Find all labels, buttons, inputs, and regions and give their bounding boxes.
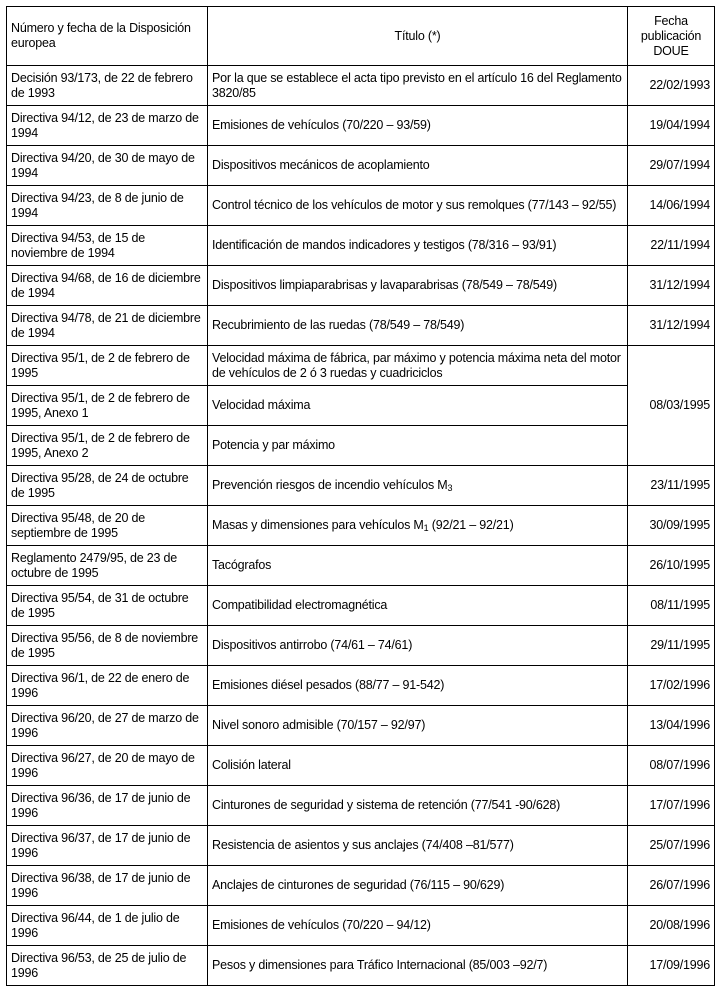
row-title: Recubrimiento de las ruedas (78/549 – 78/549) bbox=[208, 306, 628, 346]
row-date: 25/07/1996 bbox=[628, 826, 715, 866]
row-date: 17/09/1996 bbox=[628, 946, 715, 986]
row-title-subscript: 3 bbox=[447, 483, 453, 493]
table-row bbox=[7, 186, 715, 226]
row-title: Dispositivos mecánicos de acoplamiento bbox=[208, 146, 628, 186]
row-title: Nivel sonoro admisible (70/157 – 92/97) bbox=[208, 706, 628, 746]
row-date: 30/09/1995 bbox=[628, 506, 715, 546]
row-date: 22/02/1993 bbox=[628, 66, 715, 106]
row-title: Cinturones de seguridad y sistema de retención (77/541 -90/628) bbox=[208, 786, 628, 826]
row-disposicion: Directiva 95/28, de 24 de octubre de 1995 bbox=[7, 466, 208, 506]
row-disposicion: Directiva 94/12, de 23 de marzo de 1994 bbox=[7, 106, 208, 146]
row-title-text: Masas y dimensiones para vehículos M bbox=[212, 518, 424, 532]
table-row bbox=[7, 586, 715, 626]
row-disposicion: Decisión 93/173, de 22 de febrero de 1993 bbox=[7, 66, 208, 106]
row-disposicion: Directiva 94/53, de 15 de noviembre de 1994 bbox=[7, 226, 208, 266]
row-title: Resistencia de asientos y sus anclajes (74/408 –81/577) bbox=[208, 826, 628, 866]
row-disposicion: Directiva 96/37, de 17 de junio de 1996 bbox=[7, 826, 208, 866]
table-row bbox=[7, 346, 715, 386]
row-date: 14/06/1994 bbox=[628, 186, 715, 226]
table-row bbox=[7, 426, 715, 466]
table-row bbox=[7, 786, 715, 826]
row-title-rest: (92/21 – 92/21) bbox=[428, 518, 514, 532]
header-fecha: Fecha publicación DOUE bbox=[628, 7, 715, 66]
row-disposicion: Directiva 94/78, de 21 de diciembre de 1994 bbox=[7, 306, 208, 346]
row-disposicion: Directiva 96/38, de 17 de junio de 1996 bbox=[7, 866, 208, 906]
table-row bbox=[7, 746, 715, 786]
row-disposicion: Directiva 96/27, de 20 de mayo de 1996 bbox=[7, 746, 208, 786]
row-date: 17/02/1996 bbox=[628, 666, 715, 706]
row-disposicion: Directiva 94/23, de 8 de junio de 1994 bbox=[7, 186, 208, 226]
row-date: 08/03/1995 bbox=[628, 346, 715, 466]
row-date: 20/08/1996 bbox=[628, 906, 715, 946]
dispositions-table bbox=[6, 6, 715, 986]
row-disposicion: Directiva 95/56, de 8 de noviembre de 1995 bbox=[7, 626, 208, 666]
row-title: Dispositivos limpiaparabrisas y lavaparabrisas (78/549 – 78/549) bbox=[208, 266, 628, 306]
table-row bbox=[7, 706, 715, 746]
table-row bbox=[7, 546, 715, 586]
row-title: Identificación de mandos indicadores y testigos (78/316 – 93/91) bbox=[208, 226, 628, 266]
table-row bbox=[7, 466, 715, 506]
row-disposicion: Reglamento 2479/95, de 23 de octubre de 1995 bbox=[7, 546, 208, 586]
row-disposicion: Directiva 95/48, de 20 de septiembre de 1995 bbox=[7, 506, 208, 546]
row-title: Por la que se establece el acta tipo previsto en el artículo 16 del Reglamento 3820/85 bbox=[208, 66, 628, 106]
header-disposicion: Número y fecha de la Disposición europea bbox=[7, 7, 208, 66]
row-disposicion: Directiva 96/1, de 22 de enero de 1996 bbox=[7, 666, 208, 706]
table-row bbox=[7, 506, 715, 546]
row-title: Control técnico de los vehículos de motor y sus remolques (77/143 – 92/55) bbox=[208, 186, 628, 226]
row-title bbox=[208, 506, 628, 546]
row-title: Emisiones de vehículos (70/220 – 94/12) bbox=[208, 906, 628, 946]
row-title: Compatibilidad electromagnética bbox=[208, 586, 628, 626]
row-title: Emisiones de vehículos (70/220 – 93/59) bbox=[208, 106, 628, 146]
row-date: 22/11/1994 bbox=[628, 226, 715, 266]
row-disposicion: Directiva 96/36, de 17 de junio de 1996 bbox=[7, 786, 208, 826]
row-title: Dispositivos antirrobo (74/61 – 74/61) bbox=[208, 626, 628, 666]
row-title: Tacógrafos bbox=[208, 546, 628, 586]
row-disposicion: Directiva 94/20, de 30 de mayo de 1994 bbox=[7, 146, 208, 186]
row-date: 29/11/1995 bbox=[628, 626, 715, 666]
table-row bbox=[7, 146, 715, 186]
table-row bbox=[7, 106, 715, 146]
row-date: 08/07/1996 bbox=[628, 746, 715, 786]
row-title: Emisiones diésel pesados (88/77 – 91-542) bbox=[208, 666, 628, 706]
table-row bbox=[7, 306, 715, 346]
row-title-subscript: 1 bbox=[423, 523, 429, 533]
table-row bbox=[7, 266, 715, 306]
table-row bbox=[7, 946, 715, 986]
row-title: Colisión lateral bbox=[208, 746, 628, 786]
row-disposicion: Directiva 96/44, de 1 de julio de 1996 bbox=[7, 906, 208, 946]
row-disposicion: Directiva 95/54, de 31 de octubre de 1995 bbox=[7, 586, 208, 626]
row-disposicion: Directiva 95/1, de 2 de febrero de 1995 bbox=[7, 346, 208, 386]
row-date: 29/07/1994 bbox=[628, 146, 715, 186]
table-row bbox=[7, 666, 715, 706]
row-disposicion: Directiva 96/20, de 27 de marzo de 1996 bbox=[7, 706, 208, 746]
row-date: 31/12/1994 bbox=[628, 306, 715, 346]
row-disposicion: Directiva 95/1, de 2 de febrero de 1995, Anexo 2 bbox=[7, 426, 208, 466]
row-title: Anclajes de cinturones de seguridad (76/115 – 90/629) bbox=[208, 866, 628, 906]
table-row bbox=[7, 826, 715, 866]
row-date: 26/10/1995 bbox=[628, 546, 715, 586]
row-date: 17/07/1996 bbox=[628, 786, 715, 826]
row-date: 19/04/1994 bbox=[628, 106, 715, 146]
row-title-text: Prevención riesgos de incendio vehículos M bbox=[212, 478, 448, 492]
row-date: 13/04/1996 bbox=[628, 706, 715, 746]
row-title bbox=[208, 466, 628, 506]
table-header-row bbox=[7, 7, 715, 66]
row-date: 23/11/1995 bbox=[628, 466, 715, 506]
table-row bbox=[7, 906, 715, 946]
row-title: Velocidad máxima bbox=[208, 386, 628, 426]
table-row bbox=[7, 626, 715, 666]
row-date: 26/07/1996 bbox=[628, 866, 715, 906]
table-row bbox=[7, 226, 715, 266]
row-disposicion: Directiva 96/53, de 25 de julio de 1996 bbox=[7, 946, 208, 986]
row-title: Pesos y dimensiones para Tráfico Internacional (85/003 –92/7) bbox=[208, 946, 628, 986]
row-disposicion: Directiva 94/68, de 16 de diciembre de 1994 bbox=[7, 266, 208, 306]
table-row bbox=[7, 66, 715, 106]
table-row bbox=[7, 386, 715, 426]
row-disposicion: Directiva 95/1, de 2 de febrero de 1995, Anexo 1 bbox=[7, 386, 208, 426]
row-date: 08/11/1995 bbox=[628, 586, 715, 626]
row-date: 31/12/1994 bbox=[628, 266, 715, 306]
header-titulo: Título (*) bbox=[208, 7, 628, 66]
table-row bbox=[7, 866, 715, 906]
row-title: Potencia y par máximo bbox=[208, 426, 628, 466]
row-title: Velocidad máxima de fábrica, par máximo y potencia máxima neta del motor de vehículos de 2 ó 3 ruedas y cuadriciclos bbox=[208, 346, 628, 386]
